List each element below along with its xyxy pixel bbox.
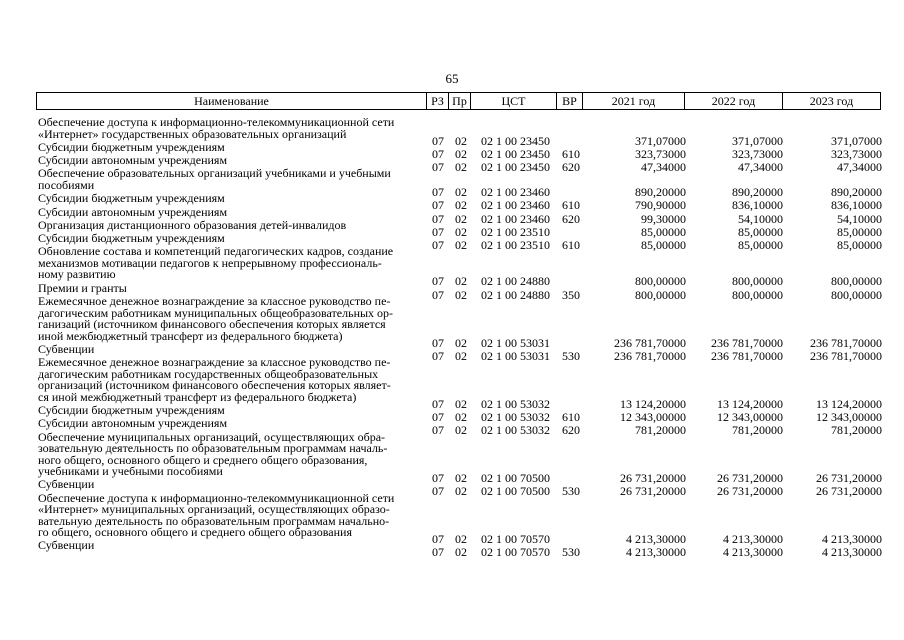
row-value-2023: 836,10000 [831, 198, 882, 213]
header-vr: ВР [556, 93, 582, 109]
row-name [38, 357, 423, 403]
row-pr: 02 [455, 471, 467, 485]
row-rz: 07 [432, 160, 444, 175]
row-pr: 02 [455, 335, 467, 350]
row-name-line: Субсидии бюджетным учреждениям [38, 402, 225, 417]
row-name-line: ному развитию [38, 267, 116, 282]
row-value-2021: 47,34000 [641, 160, 686, 175]
row-value-2022: 236 781,70000 [711, 335, 783, 350]
row-rz: 07 [432, 532, 444, 547]
row-value-2023: 85,00000 [837, 224, 882, 239]
row-name [38, 402, 423, 417]
row-value-2021: 800,00000 [635, 287, 686, 302]
row-name-line: ся иной межбюджетный трансферт из федерального бюджета) [38, 389, 357, 404]
row-cst: 02 1 00 70500 [481, 471, 550, 485]
row-pr: 02 [455, 184, 467, 199]
row-pr: 02 [455, 211, 467, 226]
row-value-2022: 26 731,20000 [717, 484, 783, 499]
row-pr: 02 [455, 287, 467, 302]
row-value-2021: 781,20000 [635, 423, 686, 438]
row-name-line: иной межбюджетный трансферт из федерального бюджета) [38, 328, 343, 343]
row-cst: 02 1 00 23510 [481, 238, 550, 253]
row-vr: 530 [562, 484, 580, 499]
header-pr: Пр [448, 93, 470, 109]
row-pr: 02 [455, 423, 467, 438]
row-name-line: го общего, основного общего и среднего общего образования [38, 525, 352, 540]
row-name-line: дагогическим работникам государственных общеобразовательных [38, 366, 379, 381]
row-value-2021: 13 124,20000 [620, 396, 686, 411]
row-pr: 02 [455, 146, 467, 161]
page-number: 65 [445, 71, 459, 86]
row-pr: 02 [455, 348, 467, 363]
row-value-2022: 4 213,30000 [723, 532, 783, 547]
row-name-line: Субсидии автономным учреждениям [38, 204, 228, 219]
row-value-2021: 99,30000 [641, 211, 686, 226]
row-value-2023: 236 781,70000 [810, 335, 882, 350]
row-rz: 07 [432, 423, 444, 438]
row-cst: 02 1 00 23450 [481, 133, 550, 148]
row-name-line: Субсидии бюджетным учреждениям [38, 231, 225, 246]
row-pr: 02 [455, 224, 467, 239]
row-cst: 02 1 00 70570 [481, 545, 550, 560]
row-name-line: организаций (источником финансового обеспечения которых являет- [38, 378, 391, 393]
row-value-2022: 4 213,30000 [723, 545, 783, 560]
row-value-2023: 800,00000 [831, 287, 882, 302]
row-value-2021: 236 781,70000 [614, 348, 686, 363]
row-pr: 02 [455, 274, 467, 289]
row-name-line: Обеспечение доступа к информационно-телекоммуникационной сети [38, 115, 395, 129]
row-pr: 02 [455, 396, 467, 411]
row-value-2022: 85,00000 [738, 224, 783, 239]
row-value-2021: 790,90000 [635, 198, 686, 213]
row-name [38, 233, 423, 245]
row-pr: 02 [455, 160, 467, 175]
row-value-2023: 323,73000 [831, 146, 882, 161]
row-rz: 07 [432, 238, 444, 253]
row-name-line: механизмов мотивации педагогов к непрерывному профессиональ- [38, 255, 382, 270]
row-value-2023: 54,10000 [837, 211, 882, 226]
header-2023: 2023 год [782, 93, 880, 109]
row-vr: 610 [562, 238, 580, 253]
row-value-2021: 890,20000 [635, 184, 686, 199]
row-name [38, 246, 423, 281]
row-value-2021: 85,00000 [641, 224, 686, 239]
row-pr: 02 [455, 133, 467, 148]
row-value-2023: 4 213,30000 [822, 532, 882, 547]
header-name: Наименование [194, 94, 269, 108]
row-name [38, 429, 423, 478]
row-cst: 02 1 00 53032 [481, 396, 550, 411]
row-vr: 350 [562, 287, 580, 302]
row-value-2023: 26 731,20000 [816, 484, 882, 499]
row-cst: 02 1 00 23460 [481, 184, 550, 199]
row-value-2022: 47,34000 [738, 160, 783, 175]
row-pr: 02 [455, 409, 467, 424]
row-name-line: дагогическим работникам муниципальных общеобразовательных ор- [38, 305, 394, 320]
row-cst: 02 1 00 24880 [481, 274, 550, 289]
row-name [38, 490, 423, 540]
row-value-2023: 26 731,20000 [816, 471, 882, 485]
row-pr: 02 [455, 545, 467, 560]
row-rz: 07 [432, 211, 444, 226]
row-cst: 02 1 00 23450 [481, 160, 550, 175]
row-name-line: «Интернет» государственных образовательных организаций [38, 126, 347, 141]
row-rz: 07 [432, 484, 444, 499]
row-cst: 02 1 00 70500 [481, 484, 550, 499]
row-cst: 02 1 00 53031 [481, 335, 550, 350]
row-name [38, 479, 423, 491]
row-cst: 02 1 00 23510 [481, 224, 550, 239]
row-vr: 620 [562, 423, 580, 438]
row-cst: 02 1 00 70570 [481, 532, 550, 547]
row-name [38, 168, 423, 191]
row-value-2023: 13 124,20000 [816, 396, 882, 411]
row-name [38, 280, 423, 295]
row-name-line: Организация дистанционного образования детей-инвалидов [38, 217, 347, 232]
header-2022: 2022 год [684, 93, 782, 109]
row-value-2021: 323,73000 [635, 146, 686, 161]
row-name-line: Субсидии бюджетным учреждениям [38, 191, 225, 206]
row-name-line: «Интернет» муниципальных организаций, осуществляющих образо- [38, 502, 390, 517]
row-name [38, 296, 423, 342]
row-cst: 02 1 00 23460 [481, 198, 550, 213]
header-rz: РЗ [426, 93, 448, 109]
row-value-2022: 323,73000 [732, 146, 783, 161]
row-rz: 07 [432, 133, 444, 148]
row-name-line: Обеспечение муниципальных организаций, осуществляющих обра- [38, 429, 386, 444]
row-value-2023: 800,00000 [831, 274, 882, 289]
row-value-2023: 4 213,30000 [822, 545, 882, 560]
table-header [36, 92, 881, 110]
row-vr: 620 [562, 160, 580, 175]
row-name-line: Обеспечение доступа к информационно-телекоммуникационной сети [38, 490, 395, 505]
row-rz: 07 [432, 146, 444, 161]
header-2021: 2021 год [582, 93, 684, 109]
row-rz: 07 [432, 396, 444, 411]
row-rz: 07 [432, 184, 444, 199]
row-value-2022: 836,10000 [732, 198, 783, 213]
row-rz: 07 [432, 545, 444, 560]
row-name-line: Субсидии автономным учреждениям [38, 416, 228, 431]
row-name [38, 193, 423, 205]
row-vr: 610 [562, 198, 580, 213]
row-name [38, 341, 423, 356]
row-rz: 07 [432, 409, 444, 424]
row-name-line: ного общего, основного общего и среднего общего образования, [38, 452, 368, 467]
header-cst: ЦСТ [470, 93, 556, 109]
row-pr: 02 [455, 198, 467, 213]
row-cst: 02 1 00 23460 [481, 211, 550, 226]
row-value-2021: 26 731,20000 [620, 471, 686, 485]
row-vr: 610 [562, 409, 580, 424]
row-value-2021: 236 781,70000 [614, 335, 686, 350]
row-value-2021: 371,07000 [635, 133, 686, 148]
row-name-line: Обеспечение образовательных организаций учебниками и учебными [38, 166, 391, 181]
row-rz: 07 [432, 335, 444, 350]
row-name-line: ганизаций (источником финансового обеспечения которых является [38, 317, 386, 331]
row-name-line: Ежемесячное денежное вознаграждение за классное руководство пе- [38, 355, 391, 370]
row-value-2021: 26 731,20000 [620, 484, 686, 499]
row-value-2022: 800,00000 [732, 287, 783, 302]
row-cst: 02 1 00 53032 [481, 423, 550, 438]
row-value-2022: 236 781,70000 [711, 348, 783, 363]
row-pr: 02 [455, 484, 467, 499]
row-value-2022: 800,00000 [732, 274, 783, 289]
row-name [38, 540, 423, 552]
row-value-2022: 13 124,20000 [717, 396, 783, 411]
row-name-line: Субсидии бюджетным учреждениям [38, 139, 225, 154]
row-cst: 02 1 00 24880 [481, 287, 550, 302]
row-value-2022: 26 731,20000 [717, 471, 783, 485]
row-vr: 620 [562, 211, 580, 226]
row-vr: 610 [562, 146, 580, 161]
row-pr: 02 [455, 532, 467, 547]
row-name [38, 217, 423, 232]
row-pr: 02 [455, 238, 467, 253]
row-value-2021: 4 213,30000 [626, 532, 686, 547]
row-name [38, 139, 423, 154]
row-cst: 02 1 00 53032 [481, 409, 550, 424]
row-rz: 07 [432, 287, 444, 302]
row-name-line: Ежемесячное денежное вознаграждение за классное руководство пе- [38, 294, 391, 308]
row-rz: 07 [432, 198, 444, 213]
row-name [38, 117, 423, 140]
row-vr: 530 [562, 545, 580, 560]
row-value-2022: 85,00000 [738, 238, 783, 253]
row-value-2023: 236 781,70000 [810, 348, 882, 363]
row-value-2022: 12 343,00000 [717, 409, 783, 424]
row-name-line: вательную деятельность по образовательным программам начально- [38, 513, 390, 528]
row-value-2023: 47,34000 [837, 160, 882, 175]
row-value-2023: 85,00000 [837, 238, 882, 253]
row-name-line: Субвенции [38, 341, 95, 356]
row-cst: 02 1 00 53031 [481, 348, 550, 363]
row-value-2022: 781,20000 [732, 423, 783, 438]
row-name [38, 418, 423, 430]
row-vr: 530 [562, 348, 580, 363]
row-value-2023: 890,20000 [831, 184, 882, 199]
row-value-2021: 800,00000 [635, 274, 686, 289]
row-value-2022: 890,20000 [732, 184, 783, 199]
row-value-2021: 85,00000 [641, 238, 686, 253]
row-rz: 07 [432, 471, 444, 485]
row-name [38, 204, 423, 219]
row-cst: 02 1 00 23450 [481, 146, 550, 161]
row-value-2023: 371,07000 [831, 133, 882, 148]
row-name-line: Субсидии автономным учреждениям [38, 153, 228, 168]
row-rz: 07 [432, 274, 444, 289]
row-name-line: Обновление состава и компетенций педагогических кадров, создание [38, 244, 394, 259]
row-name [38, 155, 423, 167]
table-row [0, 538, 904, 560]
row-value-2021: 4 213,30000 [626, 545, 686, 560]
row-name-line: зовательную деятельность по образовательным программам началь- [38, 441, 388, 455]
row-name-line: пособиями [38, 177, 95, 192]
row-value-2021: 12 343,00000 [620, 409, 686, 424]
row-value-2022: 54,10000 [738, 211, 783, 226]
row-name-line: Премии и гранты [38, 280, 127, 295]
row-rz: 07 [432, 224, 444, 239]
row-value-2023: 12 343,00000 [816, 409, 882, 424]
row-value-2023: 781,20000 [831, 423, 882, 438]
row-name-line: учебниками и учебными пособиями [38, 464, 223, 478]
row-value-2022: 371,07000 [732, 133, 783, 148]
row-rz: 07 [432, 348, 444, 363]
row-name-line: Субвенции [38, 477, 95, 492]
row-name-line: Субвенции [38, 538, 95, 553]
